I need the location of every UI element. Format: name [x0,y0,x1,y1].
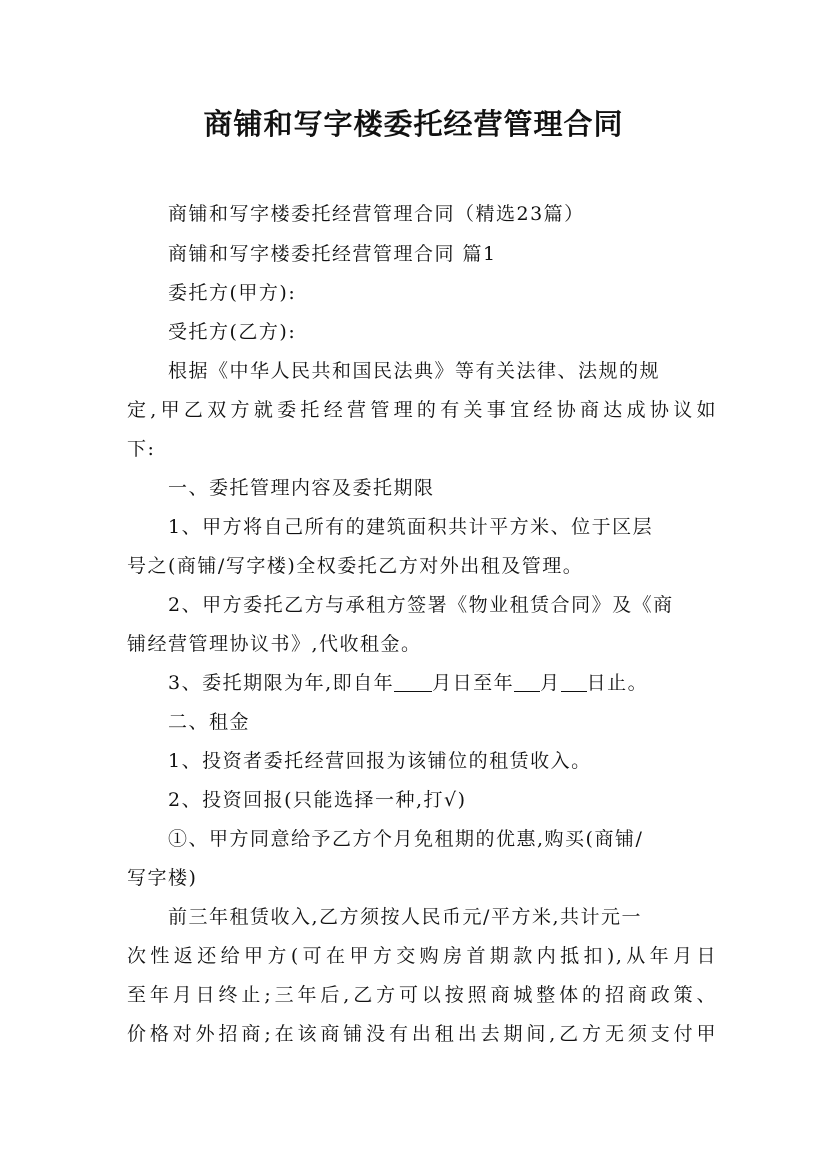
blank-underline [561,673,587,692]
clause-line: 2、投资回报(只能选择一种,打√) [168,789,467,811]
paragraph-line: 价格对外招商;在该商铺没有出租出去期间,乙方无须支付甲 [127,1023,717,1045]
party-a-line: 委托方(甲方): [168,282,297,304]
term-text-4: 日止。 [586,672,649,694]
clause-line: 号之(商铺/写字楼)全权委托乙方对外出租及管理。 [127,555,584,577]
paragraph-line: 次性返还给甲方(可在甲方交购房首期款内抵扣),从年月日 [127,945,717,967]
subtitle-line: 商铺和写字楼委托经营管理合同（精选23篇） [168,203,585,225]
clause-line: 1、投资者委托经营回报为该铺位的租赁收入。 [168,750,592,772]
blank-underline [514,673,540,692]
term-text-1: 3、委托期限为年,即自年 [168,672,395,694]
paragraph-line: 根据《中华人民共和国民法典》等有关法律、法规的规 [168,360,661,382]
clause-line: 铺经营管理协议书》,代收租金。 [127,633,422,655]
section-heading-1: 商铺和写字楼委托经营管理合同 篇1 [168,243,497,265]
term-text-2: 月日至年 [432,672,515,694]
clause-line: 2、甲方委托乙方与承租方签署《物业租赁合同》及《商 [168,594,674,616]
clause-heading-2: 二、租金 [168,711,251,733]
paragraph-line: 定,甲乙双方就委托经营管理的有关事宜经协商达成协议如 [127,399,717,421]
paragraph-line: 前三年租赁收入,乙方须按人民币元/平方米,共计元一 [168,906,642,928]
clause-line: 1、甲方将自己所有的建筑面积共计平方米、位于区层 [168,516,654,538]
clause-heading-1: 一、委托管理内容及委托期限 [168,477,435,499]
term-clause-line [168,668,758,695]
term-text-3: 月 [540,672,561,694]
clause-line: ①、甲方同意给予乙方个月免租期的优惠,购买(商铺/ [168,828,644,850]
document-title: 商铺和写字楼委托经营管理合同 [203,107,624,141]
clause-line: 写字楼) [127,867,198,889]
party-b-line: 受托方(乙方): [168,321,297,343]
blank-underline [394,673,432,692]
paragraph-line: 下: [127,438,156,460]
paragraph-line: 至年月日终止;三年后,乙方可以按照商城整体的招商政策、 [127,984,717,1006]
